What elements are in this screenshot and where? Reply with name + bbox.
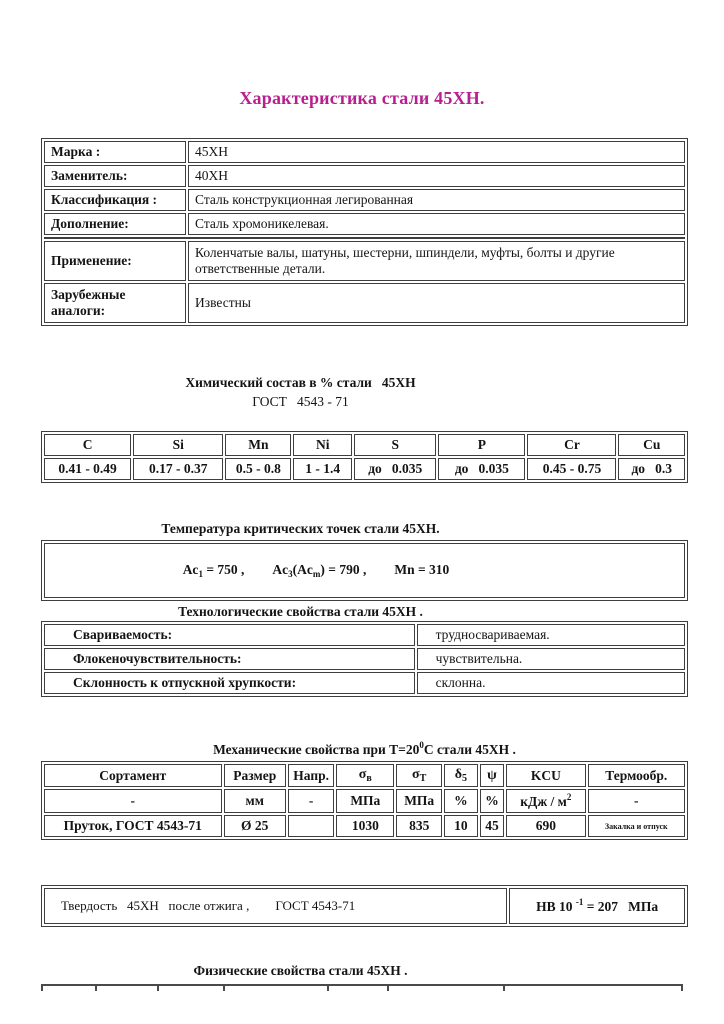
mech-unit-sortament: - <box>44 789 222 813</box>
table-row <box>44 189 685 211</box>
table-row <box>44 241 685 281</box>
info-label-dopolnenie: Дополнение: <box>44 213 186 235</box>
column-divider <box>681 986 683 991</box>
mech-value-razmer: Ø 25 <box>224 815 287 837</box>
chemical-section-title: Химический состав в % стали 45ХН <box>185 375 416 390</box>
column-divider <box>95 986 97 991</box>
info-value-dopolnenie: Сталь хромоникелевая. <box>188 213 685 235</box>
column-divider <box>387 986 389 991</box>
tech-value-floken: чувствительна. <box>417 648 685 670</box>
mech-value-delta5: 10 <box>444 815 478 837</box>
chem-value-s: до 0.035 <box>354 458 436 480</box>
chem-value-ni: 1 - 1.4 <box>293 458 352 480</box>
info-label-marka: Марка : <box>44 141 186 163</box>
column-divider <box>223 986 225 991</box>
critical-points-table <box>41 540 688 601</box>
chem-header-si: Si <box>133 434 223 456</box>
page-title: Характеристика стали 45ХН. <box>239 88 485 108</box>
chem-value-c: 0.41 - 0.49 <box>44 458 131 480</box>
mech-header-razmer: Размер <box>224 764 287 787</box>
info-label-klassifikacia: Классификация : <box>44 189 186 211</box>
table-row <box>44 648 685 670</box>
column-divider <box>503 986 505 991</box>
ac3-term: $Ac_3(Ac_m) = 790$ , <box>272 562 367 579</box>
tech-label-hrupkost: Склонность к отпускной хрупкости: <box>44 672 415 694</box>
table-row <box>44 888 685 924</box>
physical-section-title: Физические свойства стали 45ХН . <box>193 963 408 978</box>
table-row <box>44 165 685 187</box>
chem-header-cu: Cu <box>618 434 685 456</box>
mech-header-sigma-v: $\sigma_в$ <box>336 764 394 787</box>
chem-value-si: 0.17 - 0.37 <box>133 458 223 480</box>
mech-section-title: Механические свойства при $Т=20^0С$ стали 45ХН . <box>213 740 516 757</box>
mech-unit-kcu: кДж / $м^2$ <box>506 789 585 813</box>
info-label-zamenitel: Заменитель: <box>44 165 186 187</box>
table-row <box>44 624 685 646</box>
mech-unit-napr: - <box>288 789 334 813</box>
table-row <box>44 213 685 235</box>
mech-unit-psi: % <box>480 789 504 813</box>
critical-section-title: Температура критических точек стали 45ХН. <box>161 521 440 536</box>
info-label-analogi: Зарубежные аналоги: <box>44 283 186 323</box>
mech-unit-sigma-v: МПа <box>336 789 394 813</box>
table-row <box>44 543 685 598</box>
mech-value-termoobr: Закалка и отпуск <box>588 815 686 837</box>
table-row <box>44 672 685 694</box>
chem-value-mn: 0.5 - 0.8 <box>225 458 291 480</box>
chem-value-cu: до 0.3 <box>618 458 685 480</box>
physical-table-partial <box>41 984 683 990</box>
mech-value-psi: 45 <box>480 815 504 837</box>
steel-info-table <box>41 138 688 326</box>
table-header-row <box>44 764 685 787</box>
mech-unit-delta5: % <box>444 789 478 813</box>
table-row <box>44 458 685 480</box>
mech-value-sigma-t: 835 <box>396 815 442 837</box>
tech-value-svarivaemost: трудносвариваемая. <box>417 624 685 646</box>
chemical-gost-subtitle: ГОСТ 4543 - 71 <box>252 394 349 409</box>
mech-unit-razmer: мм <box>224 789 287 813</box>
table-units-row <box>44 789 685 813</box>
tech-properties-table <box>41 621 688 697</box>
table-row-spacer <box>44 237 685 239</box>
chemical-composition-table <box>41 431 688 483</box>
info-value-marka: 45ХН <box>188 141 685 163</box>
tech-value-hrupkost: склонна. <box>417 672 685 694</box>
mech-properties-table <box>41 761 688 840</box>
info-value-klassifikacia: Сталь конструкционная легированная <box>188 189 685 211</box>
mech-unit-sigma-t: МПа <box>396 789 442 813</box>
mech-value-sigma-v: 1030 <box>336 815 394 837</box>
info-value-zamenitel: 40ХН <box>188 165 685 187</box>
info-value-primenenie: Коленчатые валы, шатуны, шестерни, шпиндели, муфты, болты и другие ответственные детали. <box>188 241 685 281</box>
hardness-table <box>41 885 688 927</box>
hardness-description: Твердость 45ХН после отжига , ГОСТ 4543-71 <box>44 888 507 924</box>
critical-points-cell <box>44 543 685 598</box>
tech-label-floken: Флокеночувствительность: <box>44 648 415 670</box>
column-divider <box>41 986 43 991</box>
table-row <box>44 141 685 163</box>
ac1-term: $Ac_1 = 750$ , <box>182 562 245 579</box>
column-divider <box>327 986 329 991</box>
mech-header-termoobr: Термообр. <box>588 764 686 787</box>
tech-section-title: Технологические свойства стали 45ХН . <box>178 604 423 619</box>
chem-header-p: P <box>438 434 525 456</box>
mech-header-psi: ψ <box>480 764 504 787</box>
table-row <box>44 283 685 323</box>
chem-header-c: C <box>44 434 131 456</box>
mech-value-napr <box>288 815 334 837</box>
chem-value-cr: 0.45 - 0.75 <box>527 458 616 480</box>
chem-header-s: S <box>354 434 436 456</box>
mech-header-sigma-t: $\sigma_Т$ <box>396 764 442 787</box>
table-row <box>44 815 685 837</box>
chem-header-cr: Cr <box>527 434 616 456</box>
mech-value-kcu: 690 <box>506 815 585 837</box>
mech-header-kcu: KCU <box>506 764 585 787</box>
chem-header-ni: Ni <box>293 434 352 456</box>
mn-term: Mn = 310 <box>394 562 450 577</box>
mech-header-napr: Напр. <box>288 764 334 787</box>
tech-label-svarivaemost: Свариваемость: <box>44 624 415 646</box>
spacer-cell <box>44 237 685 239</box>
mech-value-sortament: Пруток, ГОСТ 4543-71 <box>44 815 222 837</box>
table-header-row <box>44 434 685 456</box>
chem-value-p: до 0.035 <box>438 458 525 480</box>
info-value-analogi: Известны <box>188 283 685 323</box>
info-label-primenenie: Применение: <box>44 241 186 281</box>
mech-header-sortament: Сортамент <box>44 764 222 787</box>
mech-header-delta5: $\delta_5$ <box>444 764 478 787</box>
mech-unit-termoobr: - <box>588 789 686 813</box>
chem-header-mn: Mn <box>225 434 291 456</box>
column-divider <box>157 986 159 991</box>
hardness-hb-value: HB 10 $^{-1}$ = 207 МПа <box>509 888 685 924</box>
